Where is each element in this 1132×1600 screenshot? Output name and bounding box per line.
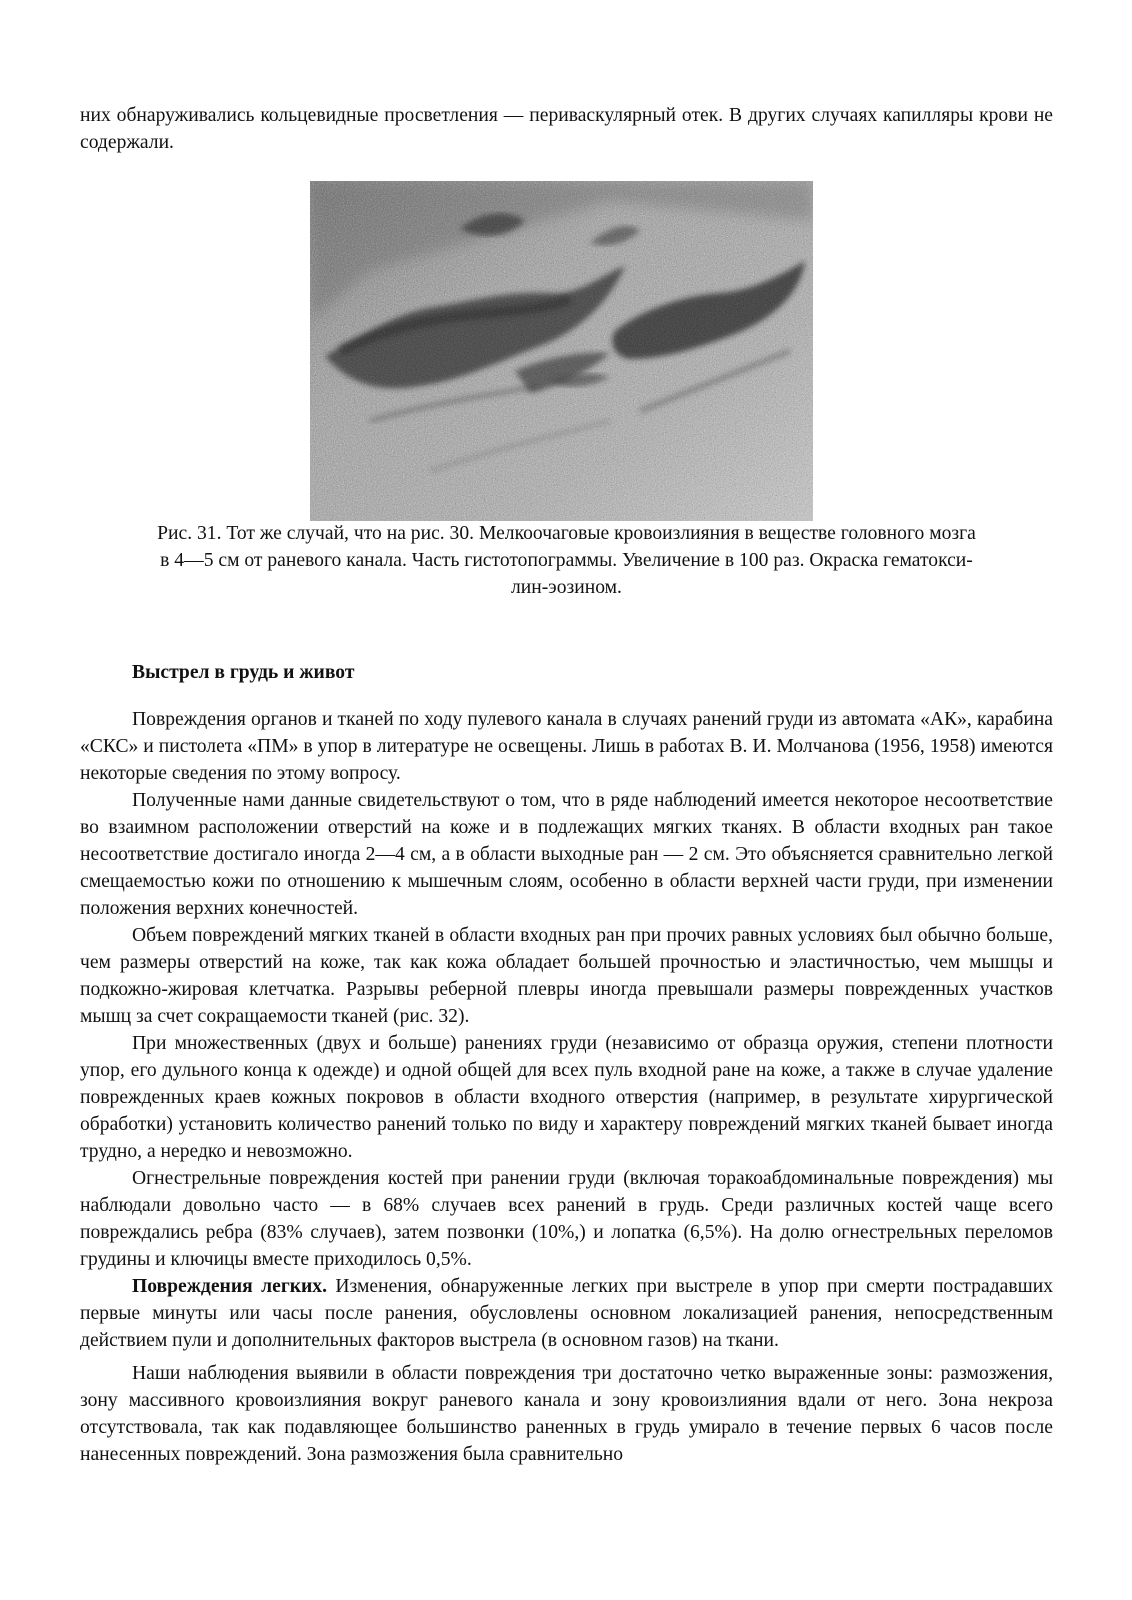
paragraph: Полученные нами данные свидетельствуют о том, что в ряде наблюдений имеется некоторое несоответствие во взаимном расположении отверстий на коже и в подлежащих мягких тканях. В области входных ран такое несоответствие достигало иногда 2—4 см, а в области выходные ран — 2 см. Это объясняется сравнительно легкой смещаемостью кожи по отношению к мышечным слоям, особенно в области верхней части груди, при изменении положения верхних конечностей. (80, 790, 1053, 919)
section-body (80, 706, 1053, 1468)
caption-line: лин-эозином. (511, 577, 622, 598)
paragraph-lungs (80, 1273, 1053, 1354)
lungs-text: Изменения, обнаруженные легких при выстреле в упор при смерти пострадавших первые минуты или часы после ранения, обусловлены основном локализацией ранения, непосредственным действием пули и дополнительных факторов выстрела (в основном газов) на ткани. (80, 1276, 1053, 1351)
paragraph: Объем повреждений мягких тканей в области входных ран при прочих равных условиях был обычно больше, чем размеры отверстий на коже, так как кожа обладает большей прочностью и эластичностью, чем мышцы и подкожно-жировая клетчатка. Разрывы реберной плевры иногда превышали размеры поврежденных участков мышц за счет сокращаемости тканей (рис. 32). (80, 925, 1053, 1027)
paragraph: При множественных (двух и больше) ранениях груди (независимо от образца оружия, степени плотности упор, его дульного конца к одежде) и одной общей для всех пуль входной ране на коже, а также в случае удаление поврежденных краев кожных покровов в области входного отверстия (например, в результате хирургической обработки) установить количество ранений только по виду и характеру повреждений мягких тканей бывает иногда трудно, а нередко и невозможно. (80, 1033, 1053, 1162)
caption-line: в 4—5 см от раневого канала. Часть гистотопограммы. Увеличение в 100 раз. Окраска гематокси- (160, 550, 973, 571)
section-heading: Выстрел в грудь и живот (132, 662, 355, 683)
lungs-run-in-heading: Повреждения легких. (132, 1276, 327, 1297)
caption-line: Рис. 31. Тот же случай, что на рис. 30. Мелкоочаговые кровоизлияния в веществе головного мозга (157, 523, 976, 544)
micrograph-image (310, 181, 813, 521)
paragraph: Наши наблюдения выявили в области повреждения три достаточно четко выраженные зоны: размозжения, зону массивного кровоизлияния вокруг раневого канала и зону кровоизлияния вдали от него. Зона некроза отсутствовала, так как подавляющее большинство раненных в грудь умирало в течение первых 6 часов после нанесенных повреждений. Зона размозжения была сравнительно (80, 1363, 1053, 1465)
paragraph: Повреждения органов и тканей по ходу пулевого канала в случаях ранений груди из автомата «АК», карабина «СКС» и пистолета «ПМ» в упор в литературе не освещены. Лишь в работах В. И. Молчанова (1956, 1958) имеются некоторые сведения по этому вопросу. (80, 709, 1053, 784)
figure-caption (80, 520, 1053, 601)
top-paragraph: них обнаруживались кольцевидные просветления — периваскулярный отек. В других случаях капилляры крови не содержали. (80, 105, 1053, 153)
histology-micrograph (310, 181, 813, 521)
paragraph: Огнестрельные повреждения костей при ранении груди (включая торакоабдоминальные повреждения) мы наблюдали довольно часто — в 68% случаев всех ранений в грудь. Среди различных костей чаще всего повреждались ребра (83% случаев), затем позвонки (10%,) и лопатка (6,5%). На долю огнестрельных переломов грудины и ключицы вместе приходилось 0,5%. (80, 1168, 1053, 1270)
